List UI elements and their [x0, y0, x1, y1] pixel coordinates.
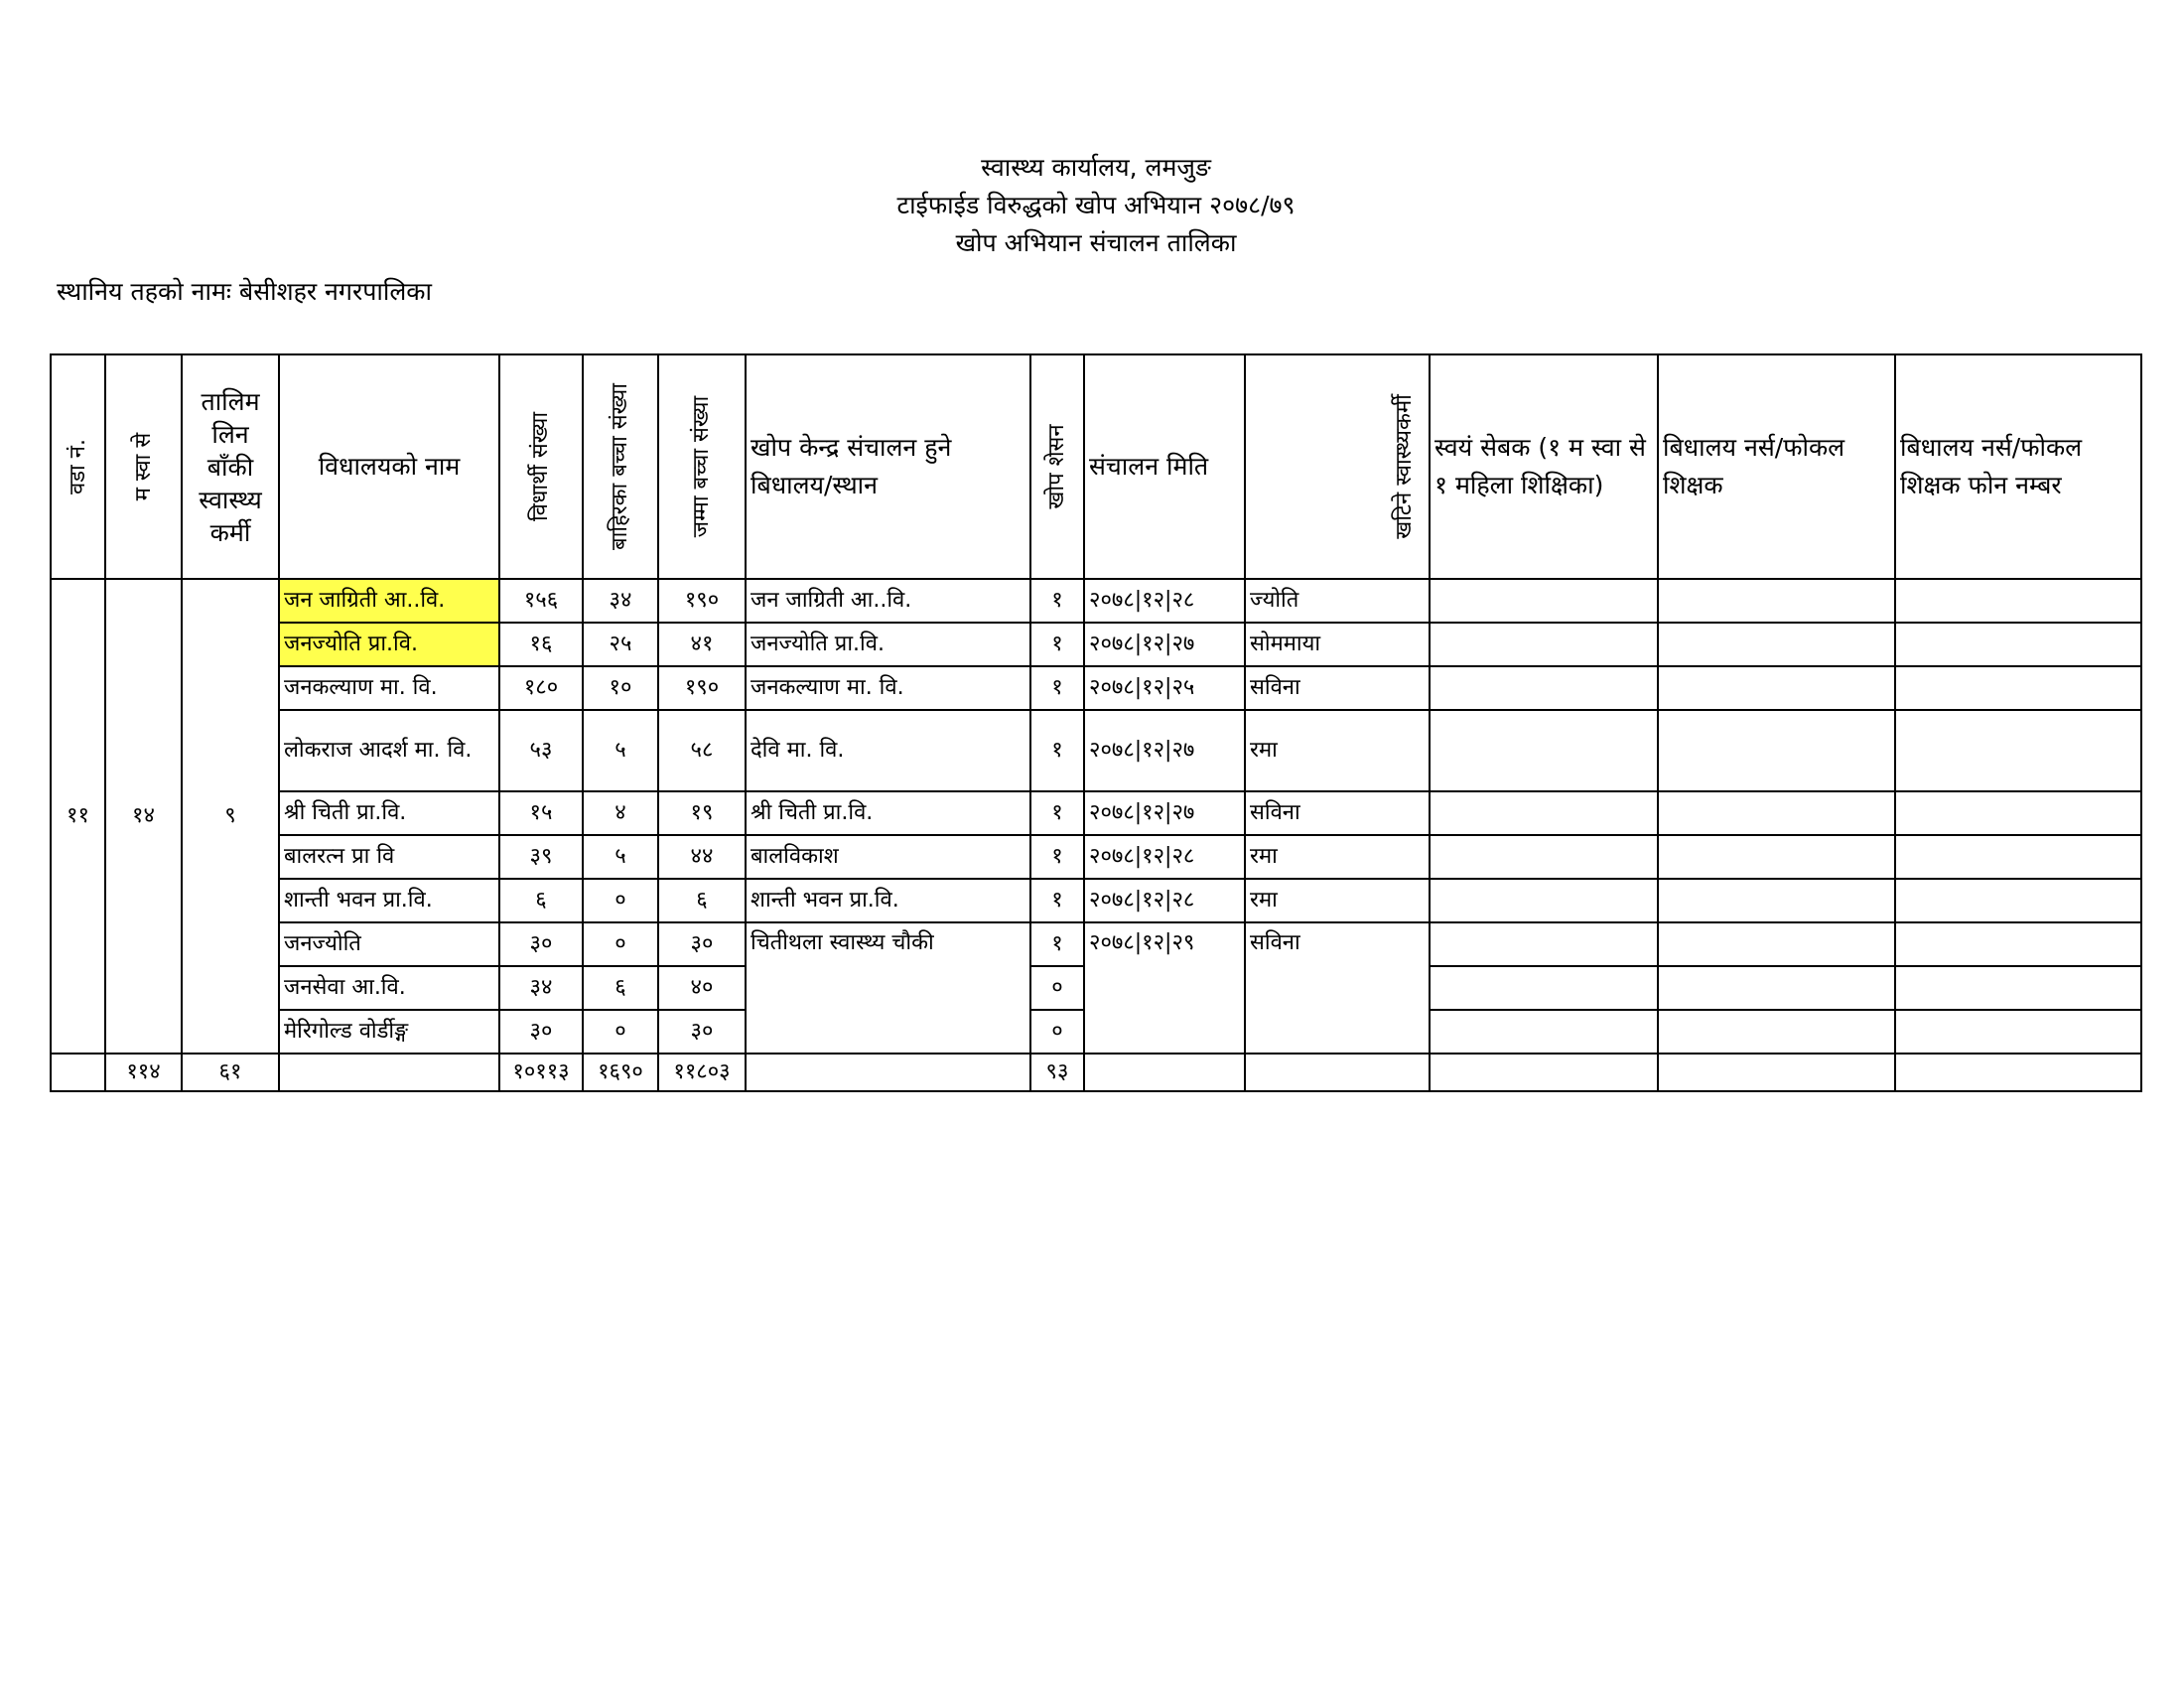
nurse-cell	[1658, 666, 1895, 710]
center-name: देवि मा. वि.	[746, 710, 1030, 791]
volunteer-cell	[1430, 1010, 1658, 1054]
nurse-cell	[1658, 922, 1895, 966]
session-count: ०	[1030, 966, 1084, 1010]
total-trainee: ६१	[182, 1054, 279, 1091]
outside-count: ६	[583, 966, 658, 1010]
group-fchv: १४	[105, 579, 182, 1054]
total-count: ४०	[658, 966, 746, 1010]
total-phone	[1895, 1054, 2141, 1091]
operation-date: २०७८|१२|२५	[1084, 666, 1245, 710]
nurse-cell	[1658, 710, 1895, 791]
health-worker: रमा	[1245, 835, 1430, 879]
volunteer-cell	[1430, 879, 1658, 922]
col-sessions: खोप शेसन	[1030, 354, 1084, 579]
col-volunteer: स्वयं सेबक (१ म स्वा से १ महिला शिक्षिका)	[1430, 354, 1658, 579]
nurse-phone-cell	[1895, 710, 2141, 791]
col-nurse-phone: बिधालय नर्स/फोकल शिक्षक फोन नम्बर	[1895, 354, 2141, 579]
table-row	[51, 579, 2141, 623]
total-count: ४१	[658, 623, 746, 666]
health-worker: सोममाया	[1245, 623, 1430, 666]
volunteer-cell	[1430, 623, 1658, 666]
total-count: ६	[658, 879, 746, 922]
center-name: जनज्योति प्रा.वि.	[746, 623, 1030, 666]
nurse-cell	[1658, 791, 1895, 835]
session-count: १	[1030, 710, 1084, 791]
nurse-cell	[1658, 623, 1895, 666]
school-name: शान्ती भवन प्रा.वि.	[279, 879, 499, 922]
outside-count: ०	[583, 879, 658, 922]
total-center	[746, 1054, 1030, 1091]
school-name: जन जाग्रिती आ..वि.	[279, 579, 499, 623]
students-count: ५३	[499, 710, 583, 791]
volunteer-cell	[1430, 710, 1658, 791]
nurse-phone-cell	[1895, 623, 2141, 666]
center-name: बालविकाश	[746, 835, 1030, 879]
total-outside: १६९०	[583, 1054, 658, 1091]
header-row	[51, 354, 2141, 579]
total-ward	[51, 1054, 105, 1091]
operation-date: २०७८|१२|२७	[1084, 710, 1245, 791]
table-row	[51, 666, 2141, 710]
nurse-cell	[1658, 579, 1895, 623]
school-name: जनज्योति	[279, 922, 499, 966]
col-date: संचालन मिति	[1084, 354, 1245, 579]
table-row	[51, 922, 2141, 966]
total-count: १९	[658, 791, 746, 835]
operation-date: २०७८|१२|२८	[1084, 879, 1245, 922]
col-center: खोप केन्द्र संचालन हुने बिधालय/स्थान	[746, 354, 1030, 579]
volunteer-cell	[1430, 966, 1658, 1010]
operation-date: २०७८|१२|२८	[1084, 835, 1245, 879]
total-count: ३०	[658, 922, 746, 966]
students-count: १५६	[499, 579, 583, 623]
session-count: १	[1030, 579, 1084, 623]
outside-count: २५	[583, 623, 658, 666]
session-count: १	[1030, 835, 1084, 879]
col-total-children: जम्मा बच्चा संख्या	[658, 354, 746, 579]
total-students: १०११३	[499, 1054, 583, 1091]
total-worker	[1245, 1054, 1430, 1091]
students-count: ३९	[499, 835, 583, 879]
total-count: १९०	[658, 579, 746, 623]
students-count: ३०	[499, 1010, 583, 1054]
campaign-title: टाईफाईड विरुद्धको खोप अभियान २०७८/७९	[896, 191, 1296, 219]
school-name: मेरिगोल्ड वोर्डीङ्ग	[279, 1010, 499, 1054]
outside-count: ३४	[583, 579, 658, 623]
center-name: श्री चिती प्रा.वि.	[746, 791, 1030, 835]
operation-date: २०७८|१२|२७	[1084, 623, 1245, 666]
outside-count: ०	[583, 922, 658, 966]
total-sessions: ९३	[1030, 1054, 1084, 1091]
table-row	[51, 623, 2141, 666]
volunteer-cell	[1430, 922, 1658, 966]
nurse-phone-cell	[1895, 835, 2141, 879]
health-worker: रमा	[1245, 710, 1430, 791]
col-trainee: तालिम लिन बाँकी स्वास्थ्य कर्मी	[182, 354, 279, 579]
school-name: लोकराज आदर्श मा. वि.	[279, 710, 499, 791]
students-count: ३४	[499, 966, 583, 1010]
nurse-cell	[1658, 966, 1895, 1010]
students-count: १६	[499, 623, 583, 666]
volunteer-cell	[1430, 579, 1658, 623]
total-nurse	[1658, 1054, 1895, 1091]
health-worker: सविना	[1245, 791, 1430, 835]
outside-count: ०	[583, 1010, 658, 1054]
total-date	[1084, 1054, 1245, 1091]
nurse-phone-cell	[1895, 579, 2141, 623]
total-count: ३०	[658, 1010, 746, 1054]
col-fchv: म स्वा से	[105, 354, 182, 579]
nurse-phone-cell	[1895, 879, 2141, 922]
session-count: १	[1030, 666, 1084, 710]
col-outside-children: बाहिरका बच्चा संख्या	[583, 354, 658, 579]
outside-count: १०	[583, 666, 658, 710]
col-school: विधालयको नाम	[279, 354, 499, 579]
office-title: स्वास्थ्य कार्यालय, लमजुङ	[981, 153, 1211, 182]
nurse-phone-cell	[1895, 966, 2141, 1010]
total-school	[279, 1054, 499, 1091]
health-worker: ज्योति	[1245, 579, 1430, 623]
center-name: चितीथला स्वास्थ्य चौकी	[746, 922, 1030, 1054]
table-title: खोप अभियान संचालन तालिका	[955, 228, 1237, 257]
health-worker: रमा	[1245, 879, 1430, 922]
total-fchv: ११४	[105, 1054, 182, 1091]
students-count: १५	[499, 791, 583, 835]
total-count: १९०	[658, 666, 746, 710]
session-count: १	[1030, 922, 1084, 966]
session-count: ०	[1030, 1010, 1084, 1054]
session-count: १	[1030, 791, 1084, 835]
col-students: विधार्थी संख्या	[499, 354, 583, 579]
school-name: जनकल्याण मा. वि.	[279, 666, 499, 710]
table-row	[51, 835, 2141, 879]
local-level-name: स्थानिय तहको नामः बेसीशहर नगरपालिका	[57, 277, 432, 306]
nurse-phone-cell	[1895, 1010, 2141, 1054]
col-health-worker: खटिने स्वास्थ्यकर्मी	[1245, 354, 1430, 579]
volunteer-cell	[1430, 835, 1658, 879]
center-name: जन जाग्रिती आ..वि.	[746, 579, 1030, 623]
table-row	[51, 879, 2141, 922]
table-row	[51, 710, 2141, 791]
school-name: बालरत्न प्रा वि	[279, 835, 499, 879]
session-count: १	[1030, 879, 1084, 922]
nurse-cell	[1658, 879, 1895, 922]
operation-date: २०७८|१२|२९	[1084, 922, 1245, 1054]
nurse-phone-cell	[1895, 666, 2141, 710]
outside-count: ५	[583, 710, 658, 791]
total-children: ११८०३	[658, 1054, 746, 1091]
center-name: शान्ती भवन प्रा.वि.	[746, 879, 1030, 922]
students-count: ३०	[499, 922, 583, 966]
col-ward: वडा नं.	[51, 354, 105, 579]
students-count: ६	[499, 879, 583, 922]
nurse-cell	[1658, 835, 1895, 879]
table-row	[51, 791, 2141, 835]
group-trainee: ९	[182, 579, 279, 1054]
document-header	[0, 149, 2184, 262]
school-name: श्री चिती प्रा.वि.	[279, 791, 499, 835]
totals-row	[51, 1054, 2141, 1091]
nurse-phone-cell	[1895, 791, 2141, 835]
health-worker: सविना	[1245, 922, 1430, 1054]
students-count: १८०	[499, 666, 583, 710]
total-count: ४४	[658, 835, 746, 879]
group-ward: ११	[51, 579, 105, 1054]
total-count: ५८	[658, 710, 746, 791]
center-name: जनकल्याण मा. वि.	[746, 666, 1030, 710]
col-nurse: बिधालय नर्स/फोकल शिक्षक	[1658, 354, 1895, 579]
outside-count: ५	[583, 835, 658, 879]
volunteer-cell	[1430, 666, 1658, 710]
session-count: १	[1030, 623, 1084, 666]
outside-count: ४	[583, 791, 658, 835]
total-volunteer	[1430, 1054, 1658, 1091]
nurse-phone-cell	[1895, 922, 2141, 966]
school-name: जनसेवा आ.वि.	[279, 966, 499, 1010]
campaign-schedule-table	[50, 353, 2142, 1092]
operation-date: २०७८|१२|२८	[1084, 579, 1245, 623]
nurse-cell	[1658, 1010, 1895, 1054]
operation-date: २०७८|१२|२७	[1084, 791, 1245, 835]
school-name: जनज्योति प्रा.वि.	[279, 623, 499, 666]
volunteer-cell	[1430, 791, 1658, 835]
health-worker: सविना	[1245, 666, 1430, 710]
